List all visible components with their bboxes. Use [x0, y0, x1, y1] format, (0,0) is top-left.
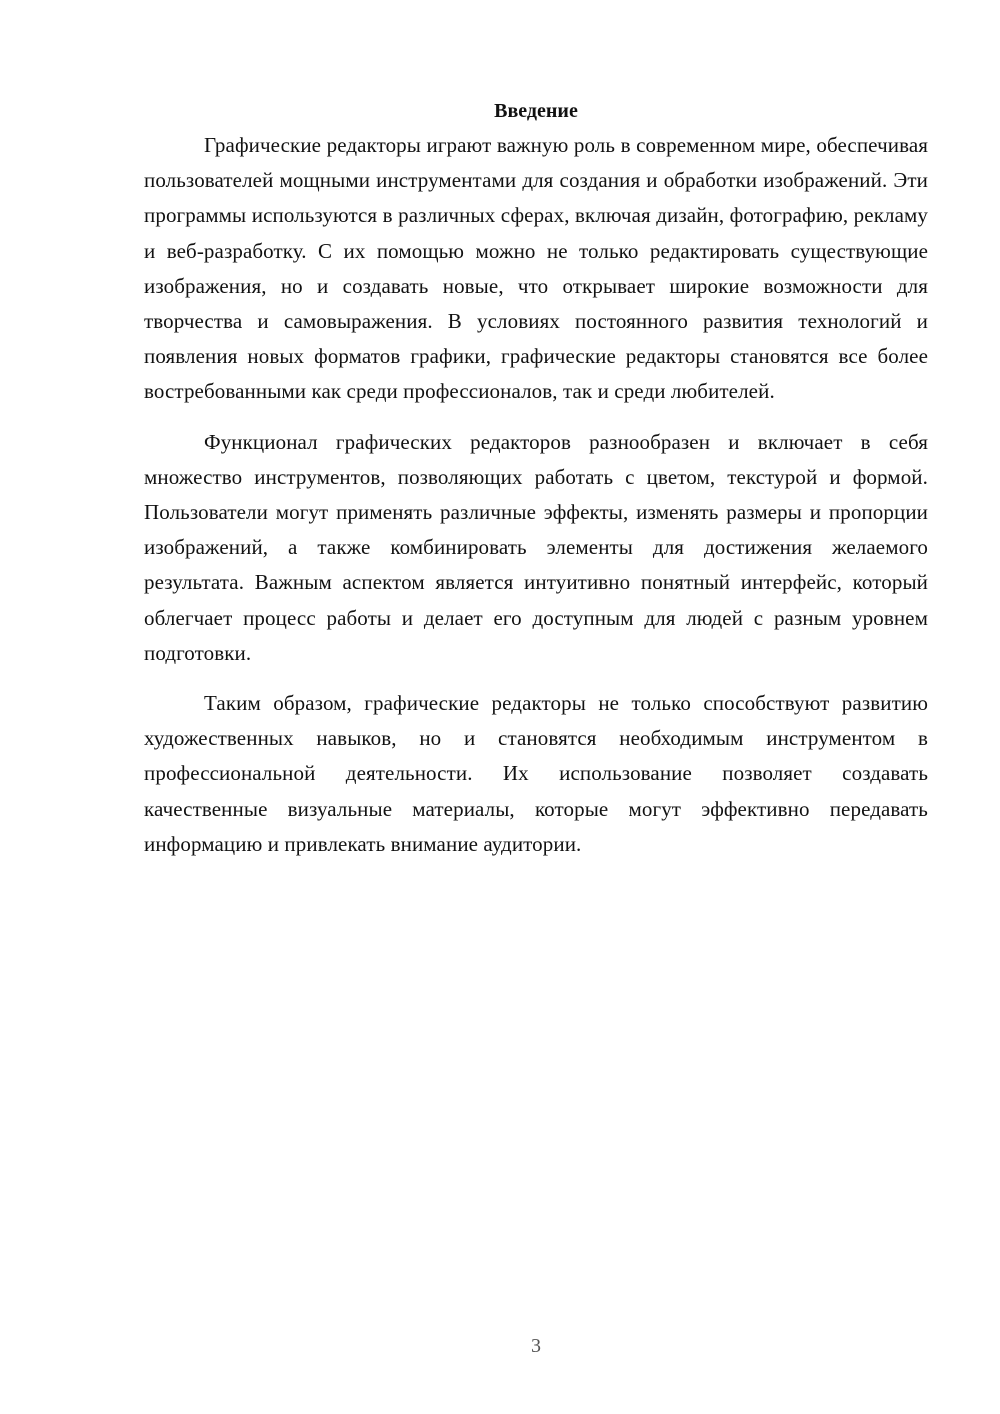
section-heading: Введение: [494, 100, 578, 122]
paragraph-1: Графические редакторы играют важную роль в современном мире, обеспечивая пользователей мощными инструментами для создания и обработки изображений. Эти программы используются в различных сферах, включая дизайн, фотографию, рекламу и веб-разработку. С их помощью можно не только редактировать существующие изображения, но и создавать новые, что открывает широкие возможности для творчества и самовыражения. В условиях постоянного развития технологий и появления новых форматов графики, графические редакторы становятся все более востребованными как среди профессионалов, так и среди любителей.: [144, 133, 928, 404]
page-content: [144, 96, 928, 877]
page-number: 3: [531, 1335, 541, 1357]
paragraph-3: Таким образом, графические редакторы не только способствуют развитию художественных навыков, но и становятся необходимым инструментом в профессиональной деятельности. Их использование позволяет создавать качественные визуальные материалы, которые могут эффективно передавать информацию и привлекать внимание аудитории.: [144, 691, 928, 856]
paragraph-2: Функционал графических редакторов разнообразен и включает в себя множество инструментов, позволяющих работать с цветом, текстурой и формой. Пользователи могут применять различные эффекты, изменять размеры и пропорции изображений, а также комбинировать элементы для достижения желаемого результата. Важным аспектом является интуитивно понятный интерфейс, который облегчает процесс работы и делает его доступным для людей с разным уровнем подготовки.: [144, 429, 928, 665]
